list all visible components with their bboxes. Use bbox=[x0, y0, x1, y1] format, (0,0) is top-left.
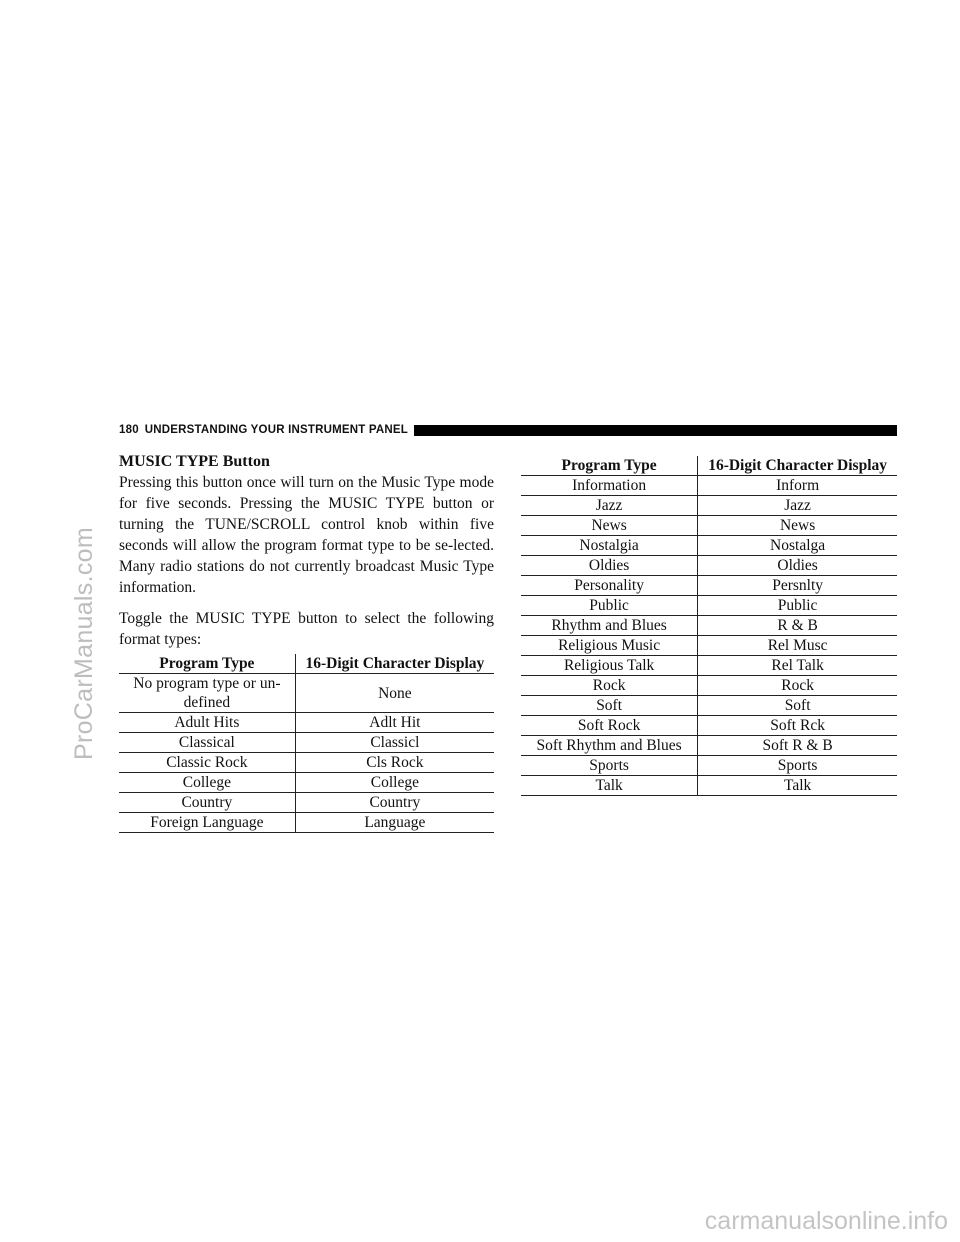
table-row bbox=[521, 616, 897, 636]
display-text-cell: Cls Rock bbox=[295, 753, 494, 773]
display-text-cell: Soft R & B bbox=[698, 736, 897, 756]
program-type-cell: Sports bbox=[521, 756, 698, 776]
display-text-cell: Inform bbox=[698, 476, 897, 496]
display-text-cell: Country bbox=[295, 793, 494, 813]
section-heading: MUSIC TYPE Button bbox=[119, 453, 270, 470]
display-text-cell: Rel Talk bbox=[698, 656, 897, 676]
program-type-cell: Classic Rock bbox=[119, 753, 295, 773]
table-row bbox=[521, 716, 897, 736]
table-row bbox=[119, 773, 494, 793]
table-header-row bbox=[521, 456, 897, 476]
format-table-right bbox=[521, 456, 897, 796]
table-row bbox=[119, 733, 494, 753]
table-row bbox=[521, 476, 897, 496]
table-row bbox=[521, 576, 897, 596]
program-type-cell: Classical bbox=[119, 733, 295, 753]
program-type-cell: Religious Talk bbox=[521, 656, 698, 676]
display-text-cell: News bbox=[698, 516, 897, 536]
table-row bbox=[119, 753, 494, 773]
program-type-cell: Country bbox=[119, 793, 295, 813]
program-type-cell: Information bbox=[521, 476, 698, 496]
display-text-cell: Jazz bbox=[698, 496, 897, 516]
bottom-watermark: carmanualsonline.info bbox=[704, 1207, 948, 1235]
column-header: 16-Digit Character Display bbox=[295, 654, 494, 674]
display-text-cell: Adlt Hit bbox=[295, 713, 494, 733]
table-row bbox=[521, 656, 897, 676]
program-type-cell: Soft Rock bbox=[521, 716, 698, 736]
program-type-cell: Jazz bbox=[521, 496, 698, 516]
display-text-cell: Nostalga bbox=[698, 536, 897, 556]
table-row bbox=[521, 596, 897, 616]
program-type-cell: Public bbox=[521, 596, 698, 616]
display-text-cell: Rel Musc bbox=[698, 636, 897, 656]
program-type-cell: No program type or un-defined bbox=[119, 674, 295, 713]
display-text-cell: Language bbox=[295, 813, 494, 833]
format-table-left bbox=[119, 654, 494, 833]
table-row bbox=[521, 676, 897, 696]
column-header: Program Type bbox=[119, 654, 295, 674]
program-type-cell: College bbox=[119, 773, 295, 793]
table-row bbox=[521, 736, 897, 756]
table-row bbox=[521, 756, 897, 776]
instruction-paragraph: Toggle the MUSIC TYPE button to select the following format types: bbox=[119, 610, 494, 648]
description-paragraph: Pressing this button once will turn on the Music Type mode for five seconds. Pressing the MUSIC TYPE button or turning the TUNE/SCROLL control knob within five seconds will allow the program format type to be se-lected. Many radio stations do not currently broadcast Music Type information. bbox=[119, 474, 494, 596]
display-text-cell: Public bbox=[698, 596, 897, 616]
display-text-cell: Soft bbox=[698, 696, 897, 716]
display-text-cell: Soft Rck bbox=[698, 716, 897, 736]
program-type-cell: Oldies bbox=[521, 556, 698, 576]
column-header: 16-Digit Character Display bbox=[698, 456, 897, 476]
left-column bbox=[119, 451, 494, 833]
table-row bbox=[521, 636, 897, 656]
display-text-cell: R & B bbox=[698, 616, 897, 636]
table-header-row bbox=[119, 654, 494, 674]
display-text-cell: College bbox=[295, 773, 494, 793]
program-type-cell: Nostalgia bbox=[521, 536, 698, 556]
right-column bbox=[521, 456, 897, 796]
program-type-cell: Personality bbox=[521, 576, 698, 596]
display-text-cell: Sports bbox=[698, 756, 897, 776]
table-row bbox=[521, 556, 897, 576]
table-row bbox=[521, 536, 897, 556]
page-number: 180 bbox=[119, 424, 139, 436]
program-type-cell: Foreign Language bbox=[119, 813, 295, 833]
table-row bbox=[119, 674, 494, 713]
display-text-cell: Rock bbox=[698, 676, 897, 696]
table-row bbox=[119, 813, 494, 833]
display-text-cell: Persnlty bbox=[698, 576, 897, 596]
table-row bbox=[119, 793, 494, 813]
section-title: UNDERSTANDING YOUR INSTRUMENT PANEL bbox=[144, 424, 408, 436]
table-row bbox=[521, 696, 897, 716]
program-type-cell: Soft Rhythm and Blues bbox=[521, 736, 698, 756]
header-rule bbox=[414, 425, 897, 436]
program-type-cell: Soft bbox=[521, 696, 698, 716]
program-type-cell: Rock bbox=[521, 676, 698, 696]
display-text-cell: Talk bbox=[698, 776, 897, 796]
program-type-cell: Adult Hits bbox=[119, 713, 295, 733]
table-row bbox=[119, 713, 494, 733]
side-watermark: ProCarManuals.com bbox=[70, 527, 98, 760]
table-row bbox=[521, 496, 897, 516]
program-type-cell: Rhythm and Blues bbox=[521, 616, 698, 636]
page-header bbox=[119, 422, 897, 438]
table-row bbox=[521, 516, 897, 536]
program-type-cell: Talk bbox=[521, 776, 698, 796]
display-text-cell: Classicl bbox=[295, 733, 494, 753]
column-header: Program Type bbox=[521, 456, 698, 476]
display-text-cell: None bbox=[295, 674, 494, 713]
program-type-cell: Religious Music bbox=[521, 636, 698, 656]
table-row bbox=[521, 776, 897, 796]
program-type-cell: News bbox=[521, 516, 698, 536]
display-text-cell: Oldies bbox=[698, 556, 897, 576]
